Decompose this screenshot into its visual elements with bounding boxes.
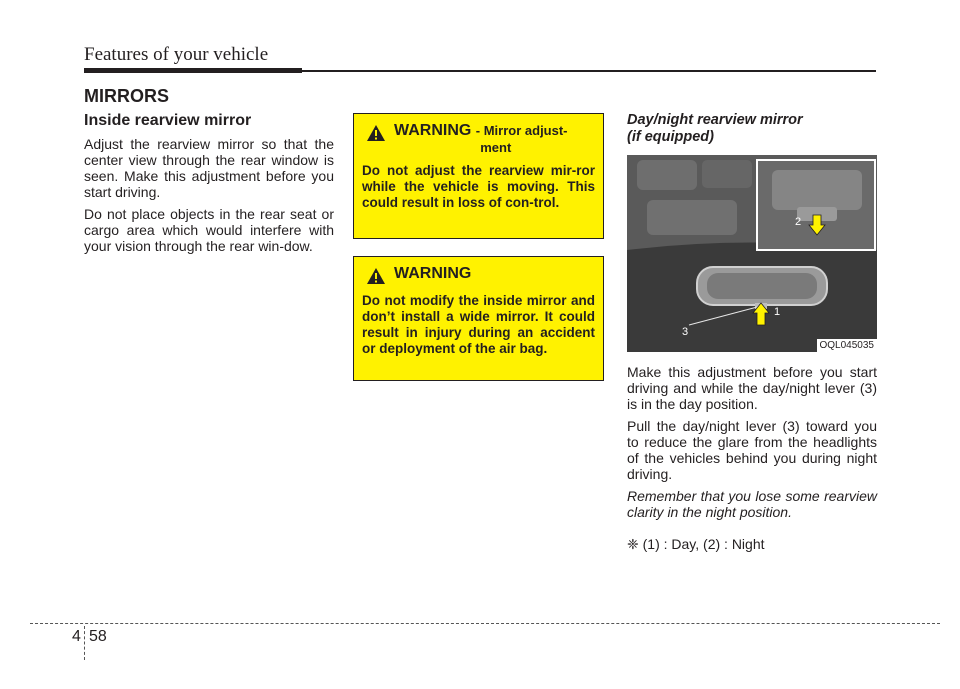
page-number: 58 xyxy=(89,628,107,645)
day-night-paragraph-1: Make this adjustment before you start driving and while the day/night lever (3) is in the day position. xyxy=(627,364,877,412)
header-rule-thick xyxy=(84,68,302,73)
warning-subtitle-cont: ment xyxy=(480,140,512,155)
day-night-heading xyxy=(627,112,877,146)
warning-triangle-icon xyxy=(366,124,386,142)
inside-mirror-section xyxy=(84,112,334,260)
inside-mirror-paragraph-1: Adjust the rearview mirror so that the center view through the rear window is seen. Make this adjustment before you start driving. xyxy=(84,136,334,200)
callout-3: 3 xyxy=(682,326,689,338)
warning-triangle-icon xyxy=(366,267,386,285)
warning-subtitle: - Mirror adjust- xyxy=(475,123,568,138)
warning-header xyxy=(362,122,595,155)
footer-divider xyxy=(84,626,85,660)
footer-dashed-rule xyxy=(30,623,940,624)
day-night-paragraph-2: Pull the day/night lever (3) toward you to reduce the glare from the headlights of the vehicles behind you during night driving. xyxy=(627,418,877,482)
callout-1: 1 xyxy=(774,306,781,318)
warning-header xyxy=(362,265,595,285)
inside-mirror-paragraph-2: Do not place objects in the rear seat or cargo area which would interfere with your vision through the rear win-dow. xyxy=(84,206,334,254)
warning-box-mirror-adjustment xyxy=(353,113,604,239)
warning-title: WARNING xyxy=(394,122,472,139)
warning-box-mirror-modification xyxy=(353,256,604,381)
chapter-number: 4 xyxy=(72,628,81,645)
day-night-legend: ❈ (1) : Day, (2) : Night xyxy=(627,536,765,552)
warning-text: Do not modify the inside mirror and don’t install a wide mirror. It could result in injury during an accident or deployment of the air bag. xyxy=(362,293,595,356)
day-night-heading-line1: Day/night rearview mirror xyxy=(627,112,803,128)
day-night-heading-line2: (if equipped) xyxy=(627,129,714,145)
day-night-section xyxy=(627,112,877,553)
rearview-mirror-figure xyxy=(627,155,877,352)
warning-text: Do not adjust the rearview mir-ror while the vehicle is moving. This could result in loss of con-trol. xyxy=(362,163,595,210)
inside-mirror-heading: Inside rearview mirror xyxy=(84,112,252,129)
header-title: Features of your vehicle xyxy=(84,44,269,65)
header-rule-thin xyxy=(302,70,876,72)
day-night-italic-note: Remember that you lose some rearview clarity in the night position. xyxy=(627,488,877,520)
rearview-mirror-illustration xyxy=(627,155,877,352)
figure-code: OQL045035 xyxy=(817,339,878,352)
callout-2: 2 xyxy=(795,216,802,228)
section-title: MIRRORS xyxy=(84,86,169,106)
warning-title: WARNING xyxy=(394,265,472,282)
